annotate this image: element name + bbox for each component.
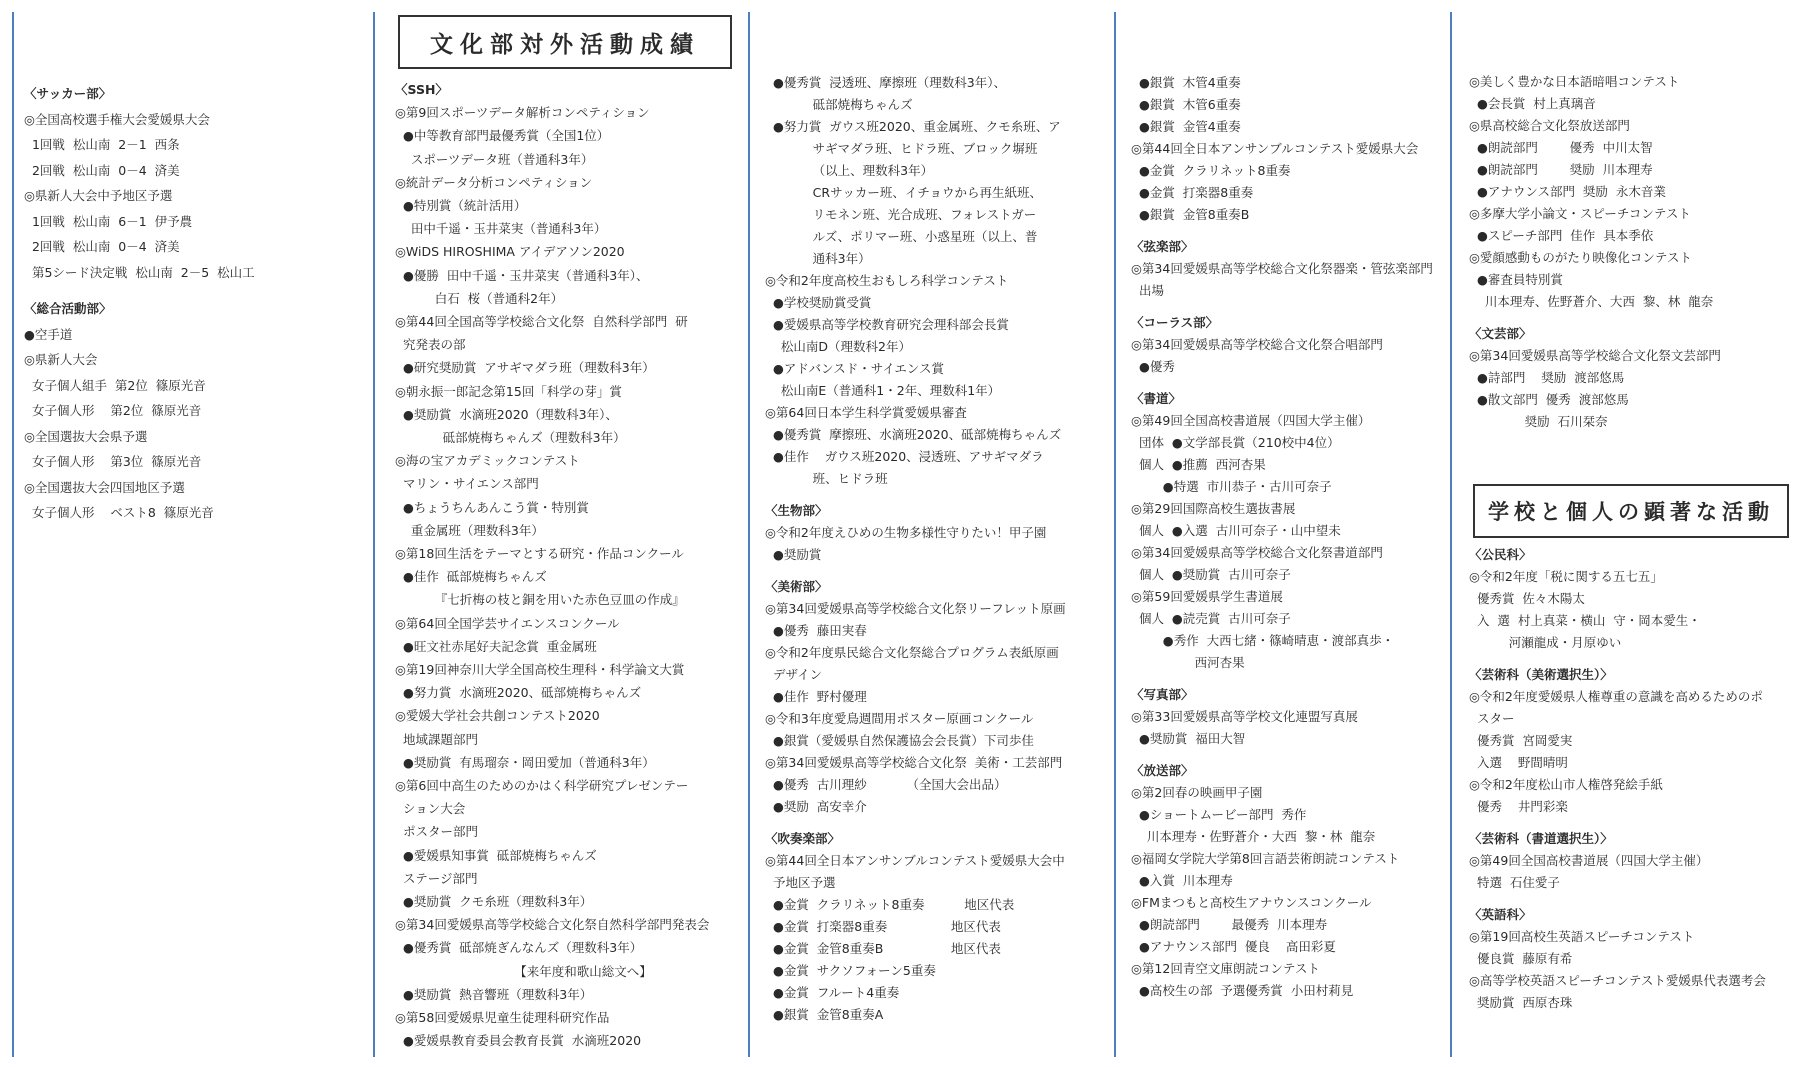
event-title: ◎朝永振一郎記念第15回「科学の芽」賞 <box>395 383 622 399</box>
result-line: ●アナウンス部門 優良 高田彩夏 <box>1131 938 1336 954</box>
result-line: ●優秀賞 浸透班、摩擦班（理数科3年）、 <box>765 75 1007 90</box>
column-divider <box>748 12 750 1057</box>
event-title: ◎第49回全国高校書道展（四国大学主催） <box>1131 412 1371 428</box>
result-line: 【来年度和歌山総文へ】 <box>395 963 652 979</box>
event-title: ◎第34回愛媛県高等学校総合文化祭器楽・管弦楽部門 <box>1131 260 1433 276</box>
result-line: 2回戦 松山南 0－4 済美 <box>24 162 180 178</box>
result-line: ●金賞 クラリネット8重奏 地区代表 <box>765 896 1015 912</box>
event-title: ◎第34回愛媛県高等学校総合文化祭 美術・工芸部門 <box>765 754 1063 770</box>
result-line: ●愛媛県教育委員会教育長賞 水滴班2020 <box>395 1033 642 1049</box>
event-title: ◎県新人大会中予地区予選 <box>24 188 173 203</box>
result-line: ●金賞 サクソフォーン5重奏 <box>765 962 936 978</box>
result-line: ●奨励賞 有馬瑠奈・岡田愛加（普通科3年） <box>395 754 655 770</box>
result-line: 川本理寿、佐野蒼介、大西 黎、林 龍奈 <box>1469 294 1714 309</box>
result-line: 優秀賞 佐々木陽太 <box>1469 591 1585 606</box>
event-title: ◎令和2年度高校生おもしろ科学コンテスト <box>765 273 1009 288</box>
event-title: ◎福岡女学院大学第8回言語芸術朗読コンテスト <box>1131 850 1400 866</box>
event-title: ◎第29回国際高校生選抜書展 <box>1131 500 1296 516</box>
result-line: ●佳作 野村優理 <box>765 688 867 704</box>
section-heading: 〈サッカー部〉 <box>24 86 112 101</box>
section-title-notable: 学校と個人の顕著な活動 <box>1473 484 1789 538</box>
result-line: ●優秀賞 砥部焼ぎんなんズ（理数科3年） <box>395 940 643 956</box>
column-divider <box>1114 12 1116 1057</box>
result-line: 特選 石住愛子 <box>1469 874 1560 890</box>
section-heading: 〈書道〉 <box>1131 390 1182 406</box>
result-line: ●アナウンス部門 奨励 永木音業 <box>1469 184 1666 199</box>
result-line: 個人 ●推薦 西河杏果 <box>1131 456 1266 472</box>
result-line: ●銀賞 金管8重奏B <box>1131 207 1250 222</box>
result-line: デザイン <box>765 666 823 682</box>
result-line: スター <box>1469 710 1515 726</box>
result-line: 松山南D（理数科2年） <box>765 339 911 354</box>
result-line: 田中千遥・玉井菜実（普通科3年） <box>395 221 607 237</box>
result-line: ●奨励賞 クモ糸班（理数科3年） <box>395 894 593 909</box>
result-line: ●努力賞 ガウス班2020、重金属班、クモ糸班、ア <box>765 119 1061 134</box>
event-title: ◎WiDS HIROSHIMA アイデアソン2020 <box>395 244 625 260</box>
result-line: 個人 ●読売賞 古川可奈子 <box>1131 610 1291 626</box>
event-title: ◎愛媛大学社会共創コンテスト2020 <box>395 708 600 724</box>
section-heading: 〈写真部〉 <box>1131 686 1194 702</box>
event-title: ◎令和2年度えひめの生物多様性守りたい！甲子園 <box>765 524 1047 540</box>
result-line: ●奨励賞 水滴班2020（理数科3年）、 <box>395 406 618 422</box>
event-title: ◎統計データ分析コンペティション <box>395 174 593 190</box>
event-title: ◎第33回愛媛県高等学校文化連盟写真展 <box>1131 708 1358 724</box>
result-line: ション大会 <box>395 801 466 817</box>
result-line: ●朗読部門 優秀 中川太智 <box>1469 140 1653 155</box>
result-line: 『七折梅の枝と銅を用いた赤色豆皿の作成』 <box>395 592 685 608</box>
event-title: ◎全国選抜大会県予選 <box>24 428 148 444</box>
result-line: ●特選 市川恭子・古川可奈子 <box>1131 478 1332 494</box>
result-line: 1回戦 松山南 6－1 伊予農 <box>24 213 193 229</box>
result-line: ●優秀 藤田実春 <box>765 622 867 638</box>
event-title: ◎愛顔感動ものがたり映像化コンテスト <box>1469 250 1692 265</box>
event-title: ◎令和2年度「税に関する五七五」 <box>1469 569 1663 584</box>
section-heading: 〈美術部〉 <box>765 578 828 594</box>
event-title: ◎県新人大会 <box>24 352 98 368</box>
event-title: ◎令和2年度松山市人権啓発絵手紙 <box>1469 776 1663 792</box>
event-title: ◎第64回日本学生科学賞愛媛県審査 <box>765 405 967 420</box>
result-line: ポスター部門 <box>395 824 478 840</box>
result-line: スポーツデータ班（普通科3年） <box>395 151 594 167</box>
result-line: 入 選 村上真菜・横山 守・岡本愛生・ <box>1469 613 1701 628</box>
event-title: ◎多摩大学小論文・スピーチコンテスト <box>1469 206 1691 221</box>
result-line: 優秀賞 宮岡愛実 <box>1469 732 1573 748</box>
event-title: ◎全国選抜大会四国地区予選 <box>24 479 185 495</box>
event-title: ◎FMまつもと高校生アナウンスコンクール <box>1131 894 1372 910</box>
event-title: ◎令和2年度愛媛県人権尊重の意識を高めるためのポ <box>1469 688 1763 704</box>
event-title: ◎第19回高校生英語スピーチコンテスト <box>1469 928 1695 944</box>
result-line: ●研究奨励賞 アサギマダラ班（理数科3年） <box>395 360 655 376</box>
result-line: 砥部焼梅ちゃんズ（理数科3年） <box>395 430 626 445</box>
result-line: ●金賞 打楽器8重奏 <box>1131 185 1254 200</box>
result-line: 地域課題部門 <box>395 731 478 747</box>
section-heading: 〈文芸部〉 <box>1469 325 1532 341</box>
event-title: ◎第34回愛媛県高等学校総合文化祭合唱部門 <box>1131 336 1383 352</box>
result-line: 究発表の部 <box>395 337 466 353</box>
result-line: ●ショートムービー部門 秀作 <box>1131 806 1307 822</box>
result-line: ●銀賞 木管6重奏 <box>1131 97 1241 112</box>
result-line: ステージ部門 <box>395 870 478 886</box>
result-line: 通科3年） <box>765 251 871 266</box>
result-line: ●空手道 <box>24 326 73 342</box>
result-line: ●秀作 大西七緒・篠崎晴恵・渡部真歩・ <box>1131 632 1395 648</box>
result-line: 女子個人形 ベスト8 篠原光音 <box>24 505 214 521</box>
section-heading: 〈芸術科（書道選択生）〉 <box>1469 830 1613 846</box>
result-line: ●優秀 <box>1131 358 1175 374</box>
result-line: ●金賞 クラリネット8重奏 <box>1131 163 1291 178</box>
result-line: ●金賞 金管8重奏B 地区代表 <box>765 940 1001 956</box>
event-title: ◎県高校総合文化祭放送部門 <box>1469 118 1630 133</box>
result-line: 西河杏果 <box>1131 654 1245 670</box>
result-line: ●奨励 高安幸介 <box>765 798 867 814</box>
event-title: ◎第59回愛媛県学生書道展 <box>1131 588 1283 604</box>
result-line: 松山南E（普通科1・2年、理数科1年） <box>765 383 1001 398</box>
section-heading: 〈総合活動部〉 <box>24 301 112 317</box>
section-heading: 〈吹奏楽部〉 <box>765 830 841 846</box>
section-heading: 〈英語科〉 <box>1469 906 1532 922</box>
result-line: ●会長賞 村上真璃音 <box>1469 96 1596 111</box>
result-line: 団体 ●文学部長賞（210校中4位） <box>1131 434 1340 450</box>
event-title: ◎第34回愛媛県高等学校総合文化祭文芸部門 <box>1469 347 1721 363</box>
section-heading: 〈コーラス部〉 <box>1131 314 1219 330</box>
result-line: ●銀賞 金管8重奏A <box>765 1006 884 1022</box>
section-title-cultural: 文化部対外活動成績 <box>398 15 732 69</box>
result-line: 個人 ●入選 古川可奈子・山中望未 <box>1131 522 1341 538</box>
result-line: ●奨励賞 熱音響班（理数科3年） <box>395 986 593 1002</box>
section-heading: 〈放送部〉 <box>1131 762 1194 778</box>
result-line: 奨励賞 西原杏珠 <box>1469 994 1573 1010</box>
result-line: ●優秀賞 摩擦班、水滴班2020、砥部焼梅ちゃんズ <box>765 427 1062 442</box>
result-line: 出場 <box>1131 282 1164 298</box>
result-line: ●金賞 フルート4重奏 <box>765 984 900 1000</box>
result-line: ●学校奨励賞受賞 <box>765 295 872 310</box>
result-line: 優秀 井門彩楽 <box>1469 798 1568 814</box>
result-line: ●特別賞（統計活用） <box>395 198 527 213</box>
event-title: ◎第34回愛媛県高等学校総合文化祭リーフレット原画 <box>765 600 1066 616</box>
result-line: ●旺文社赤尾好夫記念賞 重金属班 <box>395 638 597 654</box>
result-line: 白石 桜（普通科2年） <box>395 290 564 306</box>
result-line: 個人 ●奨励賞 古川可奈子 <box>1131 566 1291 582</box>
result-line: CRサッカー班、イチョウから再生紙班、 <box>765 185 1042 200</box>
result-line: ●優勝 田中千遥・玉井菜実（普通科3年）、 <box>395 267 649 283</box>
result-line: ●銀賞 金管4重奏 <box>1131 119 1241 134</box>
result-line: 砥部焼梅ちゃんズ <box>765 97 913 112</box>
column-divider <box>373 12 375 1057</box>
result-line: ●朗読部門 奨励 川本理寿 <box>1469 162 1653 177</box>
result-line: ●金賞 打楽器8重奏 地区代表 <box>765 918 1001 934</box>
result-line: 河瀬龍成・月原ゆい <box>1469 635 1622 650</box>
result-line: リモネン班、光合成班、フォレストガー <box>765 207 1037 222</box>
result-line: ●中等教育部門最優秀賞（全国1位） <box>395 128 610 144</box>
event-title: ◎第9回スポーツデータ解析コンペティション <box>395 105 650 121</box>
result-line: ルズ、ポリマー班、小惑星班（以上、普 <box>765 229 1038 244</box>
result-line: ●高校生の部 予選優秀賞 小田村莉見 <box>1131 982 1354 998</box>
result-line: （以上、理数科3年） <box>765 163 934 178</box>
result-line: ●入賞 川本理寿 <box>1131 872 1233 888</box>
result-line: 優良賞 藤原有希 <box>1469 950 1573 966</box>
event-title: ◎第64回全国学芸サイエンスコンクール <box>395 615 620 631</box>
column-divider <box>1450 12 1452 1057</box>
section-heading: 〈生物部〉 <box>765 502 828 518</box>
result-line: ●佳作 ガウス班2020、浸透班、アサギマダラ <box>765 449 1044 464</box>
result-line: ●詩部門 奨励 渡部悠馬 <box>1469 369 1625 385</box>
column-divider <box>12 12 14 1057</box>
result-line: ●アドバンスド・サイエンス賞 <box>765 361 944 376</box>
result-line: ●ちょうちんあんこう賞・特別賞 <box>395 499 589 515</box>
event-title: ◎第49回全国高校書道展（四国大学主催） <box>1469 852 1709 868</box>
result-line: 川本理寿・佐野蒼介・大西 黎・林 龍奈 <box>1131 828 1376 844</box>
event-title: ◎第34回愛媛県高等学校総合文化祭書道部門 <box>1131 544 1383 560</box>
result-line: 奨励 石川栞奈 <box>1469 413 1608 429</box>
result-line: 予地区予選 <box>765 874 836 890</box>
result-line: ●散文部門 優秀 渡部悠馬 <box>1469 391 1629 407</box>
result-line: ●審査員特別賞 <box>1469 272 1563 287</box>
section-heading: 〈公民科〉 <box>1469 547 1532 562</box>
event-title: ◎第44回全日本アンサンブルコンテスト愛媛県大会中 <box>765 852 1065 868</box>
result-line: 入選 野間晴明 <box>1469 754 1568 770</box>
result-line: ●スピーチ部門 佳作 具本季依 <box>1469 228 1654 243</box>
event-title: ◎第2回春の映画甲子園 <box>1131 784 1263 800</box>
result-line: 女子個人形 第2位 篠原光音 <box>24 403 202 419</box>
event-title: ◎第19回神奈川大学全国高校生理科・科学論文大賞 <box>395 662 685 677</box>
result-line: ●奨励賞 福田大智 <box>1131 730 1246 746</box>
result-line: ●奨励賞 <box>765 546 822 562</box>
result-line: 重金属班（理数科3年） <box>395 522 544 538</box>
result-line: ●努力賞 水滴班2020、砥部焼梅ちゃんズ <box>395 685 642 701</box>
event-title: ◎第18回生活をテーマとする研究・作品コンクール <box>395 546 684 561</box>
result-line: 女子個人組手 第2位 篠原光音 <box>24 377 206 393</box>
result-line: 班、ヒドラ班 <box>765 471 888 486</box>
section-heading: 〈弦楽部〉 <box>1131 238 1194 254</box>
section-heading: 〈SSH〉 <box>395 82 448 97</box>
result-line: ●愛媛県高等学校教育研究会理科部会長賞 <box>765 317 1009 332</box>
result-line: ●朗読部門 最優秀 川本理寿 <box>1131 916 1328 932</box>
result-line: ●佳作 砥部焼梅ちゃんズ <box>395 569 547 585</box>
result-line: サギマダラ班、ヒドラ班、ブロック塀班 <box>765 141 1038 156</box>
event-title: ◎第44回全国高等学校総合文化祭 自然科学部門 研 <box>395 314 688 329</box>
result-line: 2回戦 松山南 0－4 済美 <box>24 239 180 254</box>
event-title: ◎第6回中高生のためのかはく科学研究プレゼンテー <box>395 778 689 793</box>
event-title: ◎美しく豊かな日本語暗唱コンテスト <box>1469 74 1680 89</box>
event-title: ◎第34回愛媛県高等学校総合文化祭自然科学部門発表会 <box>395 917 710 933</box>
event-title: ◎第44回全日本アンサンブルコンテスト愛媛県大会 <box>1131 141 1419 156</box>
result-line: 1回戦 松山南 2－1 西条 <box>24 137 180 152</box>
result-line: ●優秀 古川理紗 （全国大会出品） <box>765 776 1007 792</box>
result-line: ●銀賞 木管4重奏 <box>1131 75 1241 90</box>
result-line: 第5シード決定戦 松山南 2－5 松山工 <box>24 264 255 280</box>
result-line: ●銀賞（愛媛県自然保護協会会長賞）下司歩佳 <box>765 732 1034 748</box>
event-title: ◎令和3年度愛鳥週間用ポスター原画コンクール <box>765 710 1034 726</box>
section-heading: 〈芸術科（美術選択生）〉 <box>1469 666 1613 682</box>
result-line: 女子個人形 第3位 篠原光音 <box>24 454 202 470</box>
event-title: ◎第58回愛媛県児童生徒理科研究作品 <box>395 1010 610 1025</box>
event-title: ◎第12回青空文庫朗読コンテスト <box>1131 960 1320 976</box>
event-title: ◎全国高校選手権大会愛媛県大会 <box>24 111 210 127</box>
event-title: ◎令和2年度県民総合文化祭総合プログラム表紙原画 <box>765 644 1059 660</box>
result-line: ●愛媛県知事賞 砥部焼梅ちゃんズ <box>395 847 597 863</box>
event-title: ◎高等学校英語スピーチコンテスト愛媛県代表選考会 <box>1469 972 1766 988</box>
event-title: ◎海の宝アカデミックコンテスト <box>395 453 580 469</box>
result-line: マリン・サイエンス部門 <box>395 476 539 492</box>
